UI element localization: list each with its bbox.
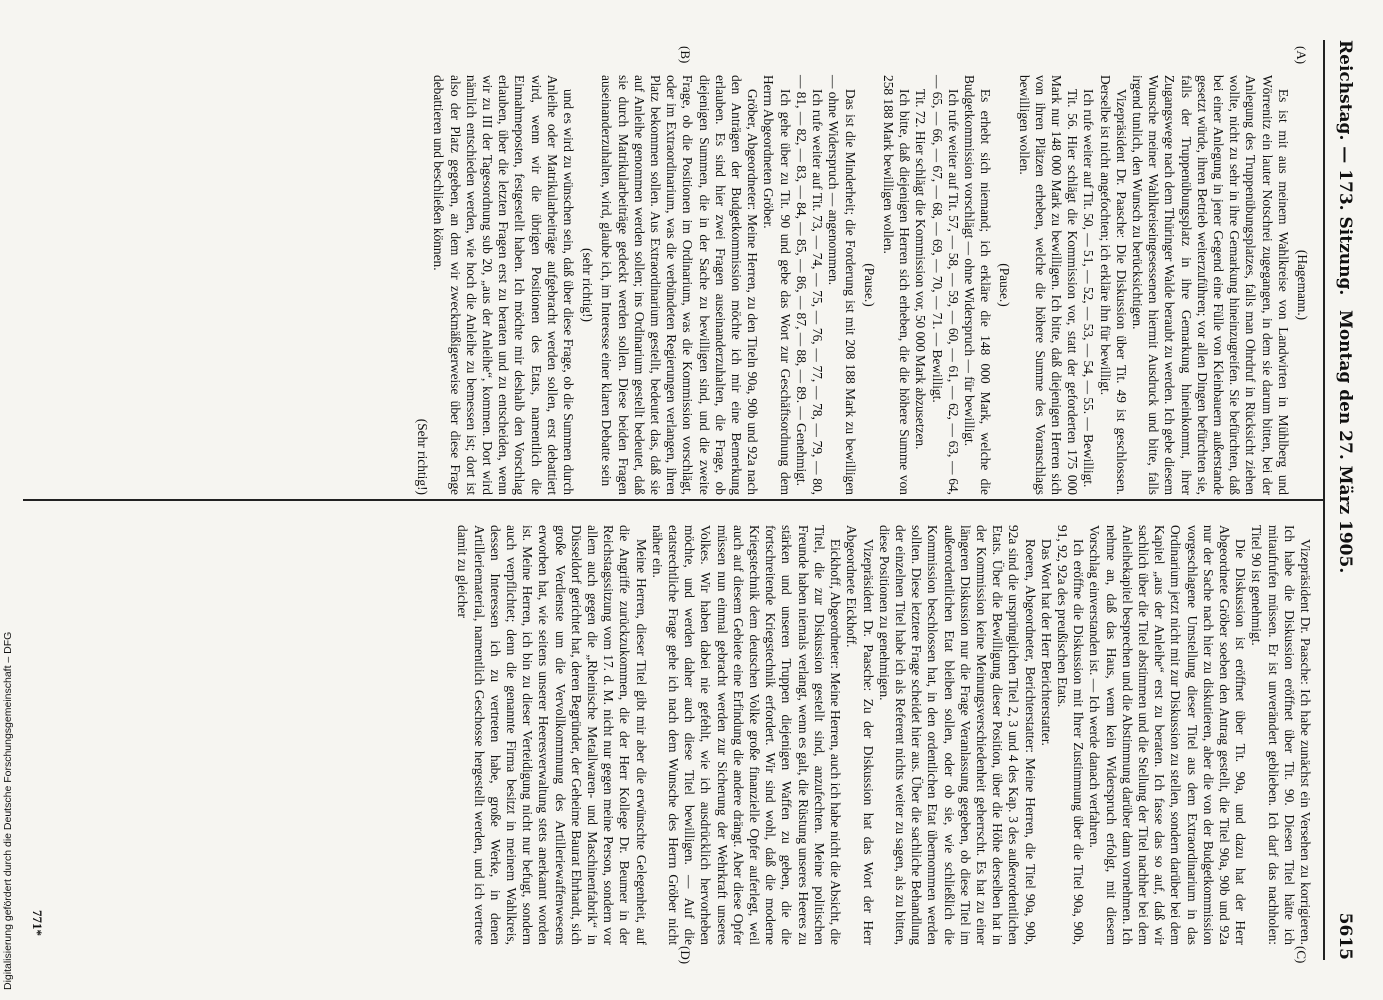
signature-mark: 771* <box>30 910 45 936</box>
header-rule <box>1323 40 1325 960</box>
paragraph: Ich rufe weiter auf Tit. 50, — 51, — 52, — 53, — 54, — 55. — Bewilligt. <box>1081 89 1097 488</box>
paragraph: Tit. 72. Hier schlägt die Kommission vor, 50 000 Mark abzusetzen. <box>913 89 929 450</box>
paragraph: Es erhebt sich niemand; ich erkläre die 148 000 Mark, welche die Budgetkommission vorschlägt — ohne Widerspruch — für bewilligt. <box>961 75 994 495</box>
margin-marker-a: (A) <box>1294 46 1309 65</box>
paragraph: Vizepräsident Dr. Paasche: Ich habe zunächst ein Versehen zu korrigieren. Ich habe die Diskussion eröffnet über Tit. 90. Diesen Titel hätte ich mitaufrufen müssen. Er ist unverändert geblieben. Ich darf das nachholen: Titel 90 ist genehmigt. <box>1249 525 1313 945</box>
paragraph: Das ist die Minderheit; die Forderung ist mit 208 188 Mark zu bewilligen — ohne Widerspruch — angenommen. <box>826 75 858 495</box>
page-header <box>1325 40 1361 960</box>
paragraph: Vizepräsident Dr. Paasche: Die Diskussion über Tit. 49 ist geschlossen. Derselbe ist nicht angefochten; ich erkläre ihn für bewilligt. <box>1097 75 1129 495</box>
paragraph: Roeren, Abgeordneter, Berichterstatter: Meine Herren, die Titel 90a, 90b, 92a sind die ursprünglichen Titel 2, 3 und 4 des Kap. 3 des außerordentlichen Etats. Über die Bewilligung dieser Position, über die Höhe derselben hat in der Kommission keine Meinungsverschiedenheit geherrscht. Es hat zu einer längeren Diskussion nur die Frage Veranlassung gegeben, ob diese Titel im außerordentlichen Etat bleiben sollen, oder ob sie, wie schließlich die Kommission beschlossen hat, in den ordentlichen Etat übernommen werden sollten. Diese letztere Frage scheidet hier aus. Über die sachliche Behandlung der einzelnen Titel habe ich als Referent nichts weiter zu sagen, als zu bitten, diese Positionen zu genehmigen. <box>876 525 1038 945</box>
paragraph: und es wird zu wünschen sein, daß über diese Frage, ob die Summen durch Anleihe oder Matrikularbeiträge aufgebracht werden sollen, erst debattiert wird, wenn wir die übrigen Positionen des Etats, namentlich die Einnahmeposten, festgestellt haben. Ich möchte mir deshalb den Vorschlag erlauben, über die letzten Fragen erst zu beraten und zu entscheiden, wenn wir zu III der Tagesordnung sub 20, „aus der Anleihe“, kommen. Dort wird nämlich entschieden werden, wie hoch die Anleihe zu bemessen ist; dort ist also der Platz gegeben, an dem wir zweckmäßigerweise über diese Frage debattieren und beschließen können. <box>431 75 577 495</box>
interjection: (Pause.) <box>997 263 1013 307</box>
paragraph: Die Diskussion ist eröffnet über Tit. 90a, und dazu hat der Herr Abgeordnete Gröber soeben den Antrag gestellt, die Titel 90a, 90b und 92a nur der Sache nach hier zu diskutieren, aber die von der Budgetkommission vorgeschlagene Umstellung dieser Titel aus dem Extraordinarium in das Ordinarium jetzt nicht mit zur Diskussion zu stellen, sondern darüber bei dem Kapitel „aus der Anleihe“ erst zu beraten. Ich fasse das so auf, daß wir sachlich über die Titel abstimmen und die Stellung der Titel nachher bei dem Anleihekapitel besprechen und die Abstimmung darüber dann vornehmen. Ich nehme an, daß das Haus, wenn kein Widerspruch erfolgt, mit diesem Vorschlag einverstanden ist. — Ich werde danach verfahren. <box>1087 525 1249 945</box>
paragraph: Das Wort hat der Herr Berichterstatter. <box>1038 539 1054 746</box>
paragraph: Eickhoff, Abgeordneter: Meine Herren, auch ich habe nicht die Absicht, die Titel, die zur Diskussion gestellt sind, anzufechten. Meine politischen Freunde haben niemals verlangt, wenn es galt, die Rüstung unseres Heeres zu stärken und unseren Truppen diejenigen Waffen zu geben, die die fortschreitende Kriegstechnik erfordert. Wir sind wohl, daß die moderne Kriegstechnik dem deutschen Volke große finanzielle Opfer auferlegt, weil auch auf diesem Gebiete eine Erfindung die andere drängt. Aber diese Opfer müssen nun einmal gebracht werden zur Sicherung der Wehrkraft unseres Volkes. Wir haben dabei nie gefehlt, wie ich ausdrücklich hervorheben möchte, und werden daher auch diese Titel bewilligen. — Auf die etatsrechtliche Frage gehe ich nach dem Wunsche des Herrn Gröber nicht näher ein. <box>649 525 844 945</box>
paragraph: Ich rufe weiter auf Tit. 73, — 74, — 75, — 76, — 77, — 78, — 79, — 80, — 81, — 82, — 83, — 84, — 85, — 86, — 87, — 88, — 89. — Genehmigt. <box>793 75 826 495</box>
margin-marker-c: (C) <box>1294 946 1309 964</box>
right-column <box>454 525 1313 945</box>
header-left: Reichstag. — 173. Sitzung. <box>1335 40 1355 296</box>
paragraph: Es ist mit aus meinem Wahlkreise von Landwirten in Mühlberg und Wörrenitz ein lauter Notschrei zugegangen, in dem sie darum bitten, bei der Anlegung des Truppenübungsplatzes, falls man Ohrdruf in Rücksicht ziehen wollte, nicht zu sehr in ihre Gemarkung hineinzugreifen. Sie befürchten, daß bei einer Anlegung in jener Gegend eine Fülle von Kleinbauern außerstande gesetzt würde, ihren Betrieb weiterzuführen; vor allen Dingen befürchten sie, falls der Truppenübungsplatz in ihre Gemarkung hineinkommt, ihrer Zugangswege nach dem Thüringer Walde beraubt zu werden. Ich gebe diesem Wunsche meiner Wahlkreiseingesessenen hiermit Ausdruck und bitte, falls irgend tunlich, den Wunsch zu berücksichtigen. <box>1129 75 1291 495</box>
paragraph: Ich rufe weiter auf Tit. 57, — 58, — 59, — 60, — 61, — 62, — 63, — 64, — 65, — 66, — 67, — 68, — 69, — 70, — 71. — Bewilligt. <box>929 75 961 495</box>
left-column <box>414 75 1313 495</box>
paragraph: Gröber, Abgeordneter: Meine Herren, zu den Titeln 90a, 90b und 92a nach den Anträgen der Budgetkommission möchte ich mir eine Bemerkung erlauben. Es sind hier zwei Fragen auseinanderzuhalten, die Frage, ob diejenigen Summen, die in der Sache zu bewilligen sind, und die zweite Frage, ob die Positionen im Ordinarium, was die Kommission vorschlägt, oder im Extraordinarium, was die verbündeten Regierungen verlangen, ihren Platz bekommen sollen. Aus Extraordinarium gestellt, bedeutet das, daß sie auf Anleihe genommen werden sollen; ins Ordinarium gestellt bedeutet, daß sie durch Matrikularbeiträge gedeckt werden sollen. Diese beiden Fragen auseinanderzuhalten, wird, glaube ich, im Interesse einer klaren Debatte sein <box>599 75 761 495</box>
paragraph: Ich eröffne die Diskussion mit Ihrer Zustimmung über die Titel 90a, 90b, 91, 92, 92a des preußischen Etats. <box>1054 525 1087 945</box>
interjection: (Sehr richtig!) <box>415 418 431 495</box>
interjection: (Pause.) <box>861 263 877 307</box>
margin-marker-d: (D) <box>678 946 693 965</box>
interjection: (sehr richtig!) <box>580 248 596 322</box>
speaker-continuation: (Hagemann.) <box>1295 249 1310 321</box>
digitization-credit: Digitalisierung gefördert durch die Deutsche Forschungsgemeinschaft – DFG <box>2 631 14 990</box>
header-date: Montag den 27. März 1905. <box>1335 310 1355 574</box>
page-number: 5615 <box>1335 912 1355 960</box>
paragraph: Tit. 56. Hier schlägt die Kommission vor, statt der geforderten 175 000 Mark nur 148 000 Mark zu bewilligen. Ich bitte, daß diejenigen Herren sich von ihren Plätzen erheben, welche die höhere Summe des Voranschlags bewilligen wollen. <box>1016 75 1081 495</box>
paragraph: Ich bitte, daß diejenigen Herren sich erheben, die die höhere Summe von 258 188 Mark bewilligen wollen. <box>880 75 913 495</box>
paragraph: Vizepräsident Dr. Paasche: Zu der Diskussion hat das Wort der Herr Abgeordnete Eickhoff. <box>844 525 876 945</box>
column-divider <box>23 499 1323 501</box>
margin-marker-b: (B) <box>678 46 693 64</box>
paragraph: Ich gehe über zu Tit. 90 und gebe das Wort zur Geschäftsordnung dem Herrn Abgeordneten Gröber. <box>761 75 793 495</box>
paragraph: Meine Herren, dieser Titel gibt mir aber die erwünschte Gelegenheit, auf die Angriffe zurückzukommen, die der Herr Kollege Dr. Beumer in der Reichstagssitzung vom 17. d. M. nicht nur gegen meine Person, sondern vor allem auch gegen die „Rheinische Metallwaren- und Maschinenfabrik“ in Düsseldorf gerichtet hat, deren Begründer, der Geheime Baurat Ehrhardt, sich große Verdienste um die Vervollkommnung des Artilleriewaffenwesens erworben hat, wie seitens unserer Heeresverwaltung stets anerkannt worden ist. Meine Herren, ich bin zu dieser Verteidigung nicht nur befugt, sondern auch verpflichtet; denn die genannte Firma besitzt in meinem Wahlkreis, dessen Interessen ich zu vertreten habe, große Werke, in denen Artilleriematerial, namentlich Geschosse hergestellt werden, und ich vertrete damit zu gleicher <box>455 525 649 945</box>
